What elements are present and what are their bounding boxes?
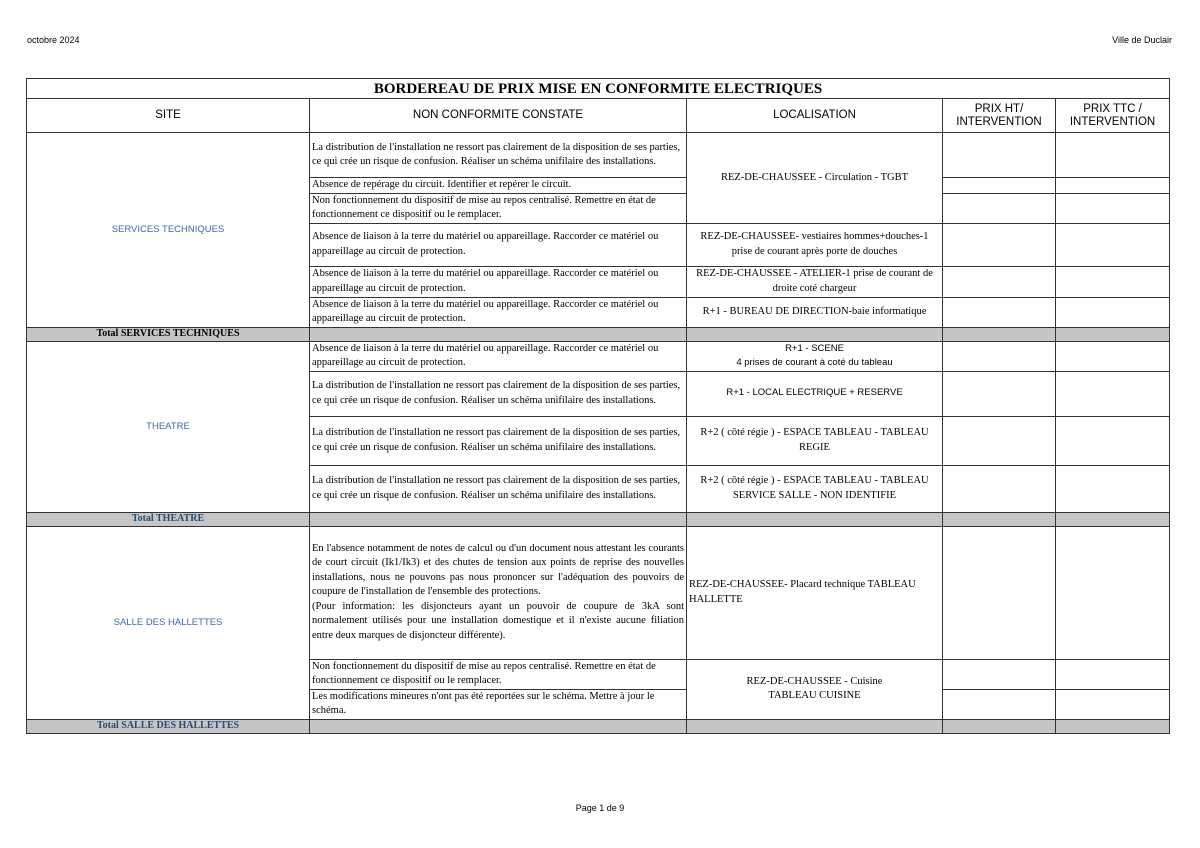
total-empty-cell bbox=[310, 512, 687, 526]
non-conformite-cell bbox=[310, 526, 687, 659]
localisation-cell: REZ-DE-CHAUSSEE - Circulation - TGBT bbox=[687, 133, 943, 224]
site-cell: SALLE DES HALLETTES bbox=[27, 526, 310, 719]
price-ht-cell bbox=[943, 223, 1056, 266]
price-ttc-cell bbox=[1056, 416, 1170, 465]
total-empty-cell bbox=[687, 512, 943, 526]
price-ttc-cell bbox=[1056, 465, 1170, 512]
total-label: Total SERVICES TECHNIQUES bbox=[27, 327, 310, 341]
price-ttc-cell bbox=[1056, 223, 1170, 266]
total-price-ttc-cell bbox=[1056, 327, 1170, 341]
price-ttc-cell bbox=[1056, 341, 1170, 371]
price-ht-cell bbox=[943, 659, 1056, 689]
localisation-cell bbox=[687, 341, 943, 371]
price-ht-cell bbox=[943, 416, 1056, 465]
price-ttc-cell bbox=[1056, 178, 1170, 194]
total-row bbox=[27, 719, 1170, 733]
table-title: BORDEREAU DE PRIX MISE EN CONFORMITE ELECTRIQUES bbox=[27, 79, 1170, 99]
table-row bbox=[27, 341, 1170, 371]
total-label: Total SALLE DES HALLETTES bbox=[27, 719, 310, 733]
non-conformite-cell: La distribution de l'installation ne ressort pas clairement de la disposition de ses parties, ce qui crée un risque de confusion. Réaliser un schéma unifilaire des installations. bbox=[310, 416, 687, 465]
localisation-line: 4 prises de courant à coté du tableau bbox=[736, 357, 893, 368]
total-empty-cell bbox=[310, 327, 687, 341]
total-empty-cell bbox=[310, 719, 687, 733]
price-ht-cell bbox=[943, 371, 1056, 416]
price-ttc-cell bbox=[1056, 659, 1170, 689]
organisation-name: Ville de Duclair bbox=[1112, 35, 1172, 45]
total-price-ttc-cell bbox=[1056, 719, 1170, 733]
non-conformite-cell: Absence de repérage du circuit. Identifier et repérer le circuit. bbox=[310, 178, 687, 194]
price-ht-cell bbox=[943, 266, 1056, 297]
price-ht-cell bbox=[943, 133, 1056, 178]
price-ht-cell bbox=[943, 193, 1056, 223]
non-conformite-cell: La distribution de l'installation ne ressort pas clairement de la disposition de ses parties, ce qui crée un risque de confusion. Réaliser un schéma unifilaire des installations. bbox=[310, 133, 687, 178]
non-conformite-cell: Non fonctionnement du dispositif de mise au repos centralisé. Remettre en état de fonctionnement ce dispositif ou le remplacer. bbox=[310, 193, 687, 223]
title-row bbox=[27, 79, 1170, 99]
total-empty-cell bbox=[687, 327, 943, 341]
price-ttc-cell bbox=[1056, 297, 1170, 327]
localisation-cell: REZ-DE-CHAUSSEE- vestiaires hommes+douches-1 prise de courant après porte de douches bbox=[687, 223, 943, 266]
total-label: Total THEATRE bbox=[27, 512, 310, 526]
price-ttc-cell bbox=[1056, 133, 1170, 178]
localisation-line: TABLEAU CUISINE bbox=[768, 690, 861, 701]
non-conformite-cell: La distribution de l'installation ne ressort pas clairement de la disposition de ses parties, ce qui crée un risque de confusion. Réaliser un schéma unifilaire des installations. bbox=[310, 465, 687, 512]
document-date: octobre 2024 bbox=[27, 35, 80, 45]
header-prix-ttc-line: INTERVENTION bbox=[1069, 115, 1156, 128]
non-conformite-cell: La distribution de l'installation ne ressort pas clairement de la disposition de ses parties, ce qui crée un risque de confusion. Réaliser un schéma unifilaire des installations. bbox=[310, 371, 687, 416]
localisation-cell: R+2 ( côté régie ) - ESPACE TABLEAU - TABLEAU REGIE bbox=[687, 416, 943, 465]
non-conformite-paragraph: (Pour information: les disjoncteurs ayant un pouvoir de coupure de 3kA sont normalement utilisés pour une installation domestique et il n'existe aucune filiation entre deux marques de disjoncteur différente). bbox=[312, 600, 684, 641]
price-ht-cell bbox=[943, 689, 1056, 719]
total-price-ht-cell bbox=[943, 719, 1056, 733]
price-ttc-cell bbox=[1056, 193, 1170, 223]
non-conformite-cell: Absence de liaison à la terre du matériel ou appareillage. Raccorder ce matériel ou appareillage au circuit de protection. bbox=[310, 297, 687, 327]
header-prix-ht-line: INTERVENTION bbox=[956, 115, 1042, 128]
price-ht-cell bbox=[943, 465, 1056, 512]
page-number: Page 1 de 9 bbox=[575, 803, 625, 813]
total-row bbox=[27, 327, 1170, 341]
price-ht-cell bbox=[943, 526, 1056, 659]
header-prix-ht-line: PRIX HT/ bbox=[974, 102, 1024, 115]
header-site: SITE bbox=[27, 99, 310, 133]
localisation-cell: REZ-DE-CHAUSSEE- Placard technique TABLEAU HALLETTE bbox=[687, 526, 943, 659]
total-price-ttc-cell bbox=[1056, 512, 1170, 526]
non-conformite-paragraph: En l'absence notamment de notes de calcul ou d'un document nous attestant les courants de court circuit (Ik1/Ik3) et des chutes de tension aux points de reprise des nouvelles installations, nous ne pouvons pas nous prononcer sur l'adéquation des pouvoirs de coupure de l'installation de l'ensemble des protections. bbox=[312, 542, 684, 598]
non-conformite-cell: Absence de liaison à la terre du matériel ou appareillage. Raccorder ce matériel ou appareillage au circuit de protection. bbox=[310, 223, 687, 266]
localisation-cell: R+1 - LOCAL ELECTRIQUE + RESERVE bbox=[687, 371, 943, 416]
header-prix-ht bbox=[943, 99, 1056, 133]
price-ht-cell bbox=[943, 297, 1056, 327]
header-non-conformite: NON CONFORMITE CONSTATE bbox=[310, 99, 687, 133]
non-conformite-cell: Absence de liaison à la terre du matériel ou appareillage. Raccorder ce matériel ou appareillage au circuit de protection. bbox=[310, 341, 687, 371]
non-conformite-cell: Absence de liaison à la terre du matériel ou appareillage. Raccorder ce matériel ou appareillage au circuit de protection. bbox=[310, 266, 687, 297]
price-ttc-cell bbox=[1056, 371, 1170, 416]
header-prix-ttc bbox=[1056, 99, 1170, 133]
price-ttc-cell bbox=[1056, 689, 1170, 719]
localisation-line: REZ-DE-CHAUSSEE - Cuisine bbox=[746, 675, 883, 687]
localisation-cell: R+2 ( côté régie ) - ESPACE TABLEAU - TABLEAU SERVICE SALLE - NON IDENTIFIE bbox=[687, 465, 943, 512]
site-cell: SERVICES TECHNIQUES bbox=[27, 133, 310, 328]
price-schedule-table bbox=[26, 78, 1170, 734]
site-cell: THEATRE bbox=[27, 341, 310, 512]
localisation-cell: R+1 - BUREAU DE DIRECTION-baie informatique bbox=[687, 297, 943, 327]
localisation-cell bbox=[687, 659, 943, 719]
header-localisation: LOCALISATION bbox=[687, 99, 943, 133]
non-conformite-cell: Non fonctionnement du dispositif de mise au repos centralisé. Remettre en état de fonctionnement ce dispositif ou le remplacer. bbox=[310, 659, 687, 689]
localisation-line: R+1 - SCENE bbox=[785, 342, 844, 354]
header-prix-ttc-line: PRIX TTC / bbox=[1083, 102, 1142, 115]
table-row bbox=[27, 526, 1170, 659]
total-row bbox=[27, 512, 1170, 526]
total-empty-cell bbox=[687, 719, 943, 733]
table-row bbox=[27, 133, 1170, 178]
total-price-ht-cell bbox=[943, 512, 1056, 526]
header-row bbox=[27, 99, 1170, 133]
localisation-cell: REZ-DE-CHAUSSEE - ATELIER-1 prise de courant de droite coté chargeur bbox=[687, 266, 943, 297]
price-ht-cell bbox=[943, 341, 1056, 371]
price-ttc-cell bbox=[1056, 526, 1170, 659]
non-conformite-cell: Les modifications mineures n'ont pas été reportées sur le schéma. Mettre à jour le schéma. bbox=[310, 689, 687, 719]
price-ttc-cell bbox=[1056, 266, 1170, 297]
total-price-ht-cell bbox=[943, 327, 1056, 341]
price-ht-cell bbox=[943, 178, 1056, 194]
